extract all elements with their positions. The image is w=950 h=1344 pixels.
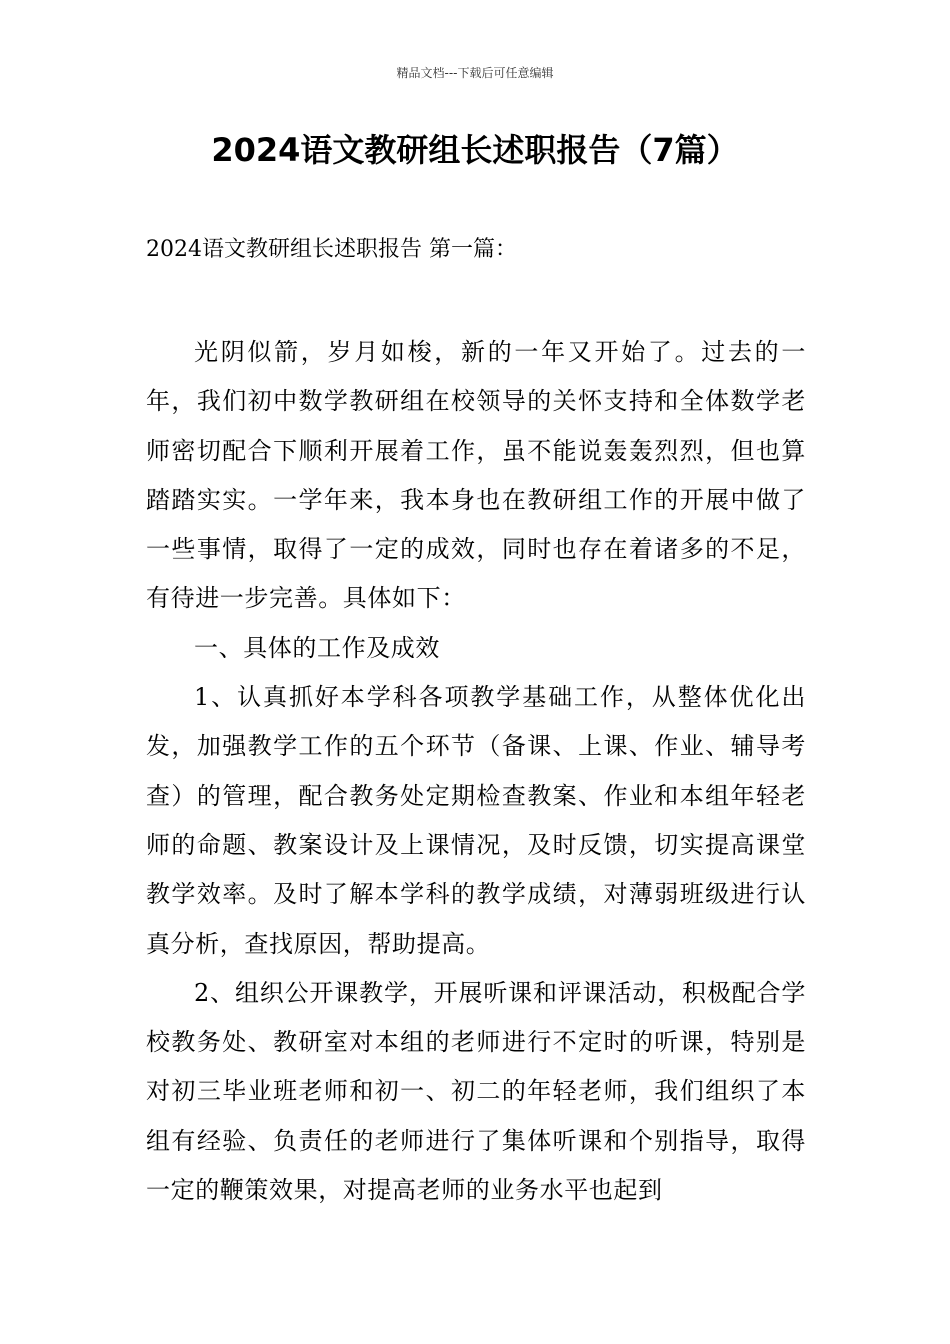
- paragraph-item-2: 2、组织公开课教学，开展听课和评课活动，积极配合学校教务处、教研室对本组的老师进行不定时的听课，特别是对初三毕业班老师和初一、初二的年轻老师，我们组织了本组有经验、负责任的老师进行了集体听课和个别指导，取得一定的鞭策效果，对提高老师的业务水平也起到: [146, 978, 806, 1205]
- header-note: 精品文档---下载后可任意编辑: [396, 66, 554, 80]
- paragraph-intro: 光阴似箭，岁月如梭，新的一年又开始了。过去的一年，我们初中数学教研组在校领导的关怀支持和全体数学老师密切配合下顺利开展着工作，虽不能说轰轰烈烈，但也算踏踏实实。一学年来，我本身也在教研组工作的开展中做了一些事情，取得了一定的成效，同时也存在着诸多的不足，有待进一步完善。具体如下：: [146, 338, 806, 613]
- document-body: [146, 328, 806, 1215]
- paragraph-subheading: 一、具体的工作及成效: [194, 633, 440, 662]
- paragraph-item-1: 1、认真抓好本学科各项教学基础工作，从整体优化出发，加强教学工作的五个环节（备课、上课、作业、辅导考查）的管理，配合教务处定期检查教案、作业和本组年轻老师的命题、教案设计及上课情况，及时反馈，切实提高课堂教学效率。及时了解本学科的教学成绩，对薄弱班级进行认真分析，查找原因，帮助提高。: [146, 683, 806, 958]
- document-title: 2024语文教研组长述职报告（7篇）: [211, 131, 739, 169]
- section-heading: 2024语文教研组长述职报告 第一篇：: [146, 237, 517, 262]
